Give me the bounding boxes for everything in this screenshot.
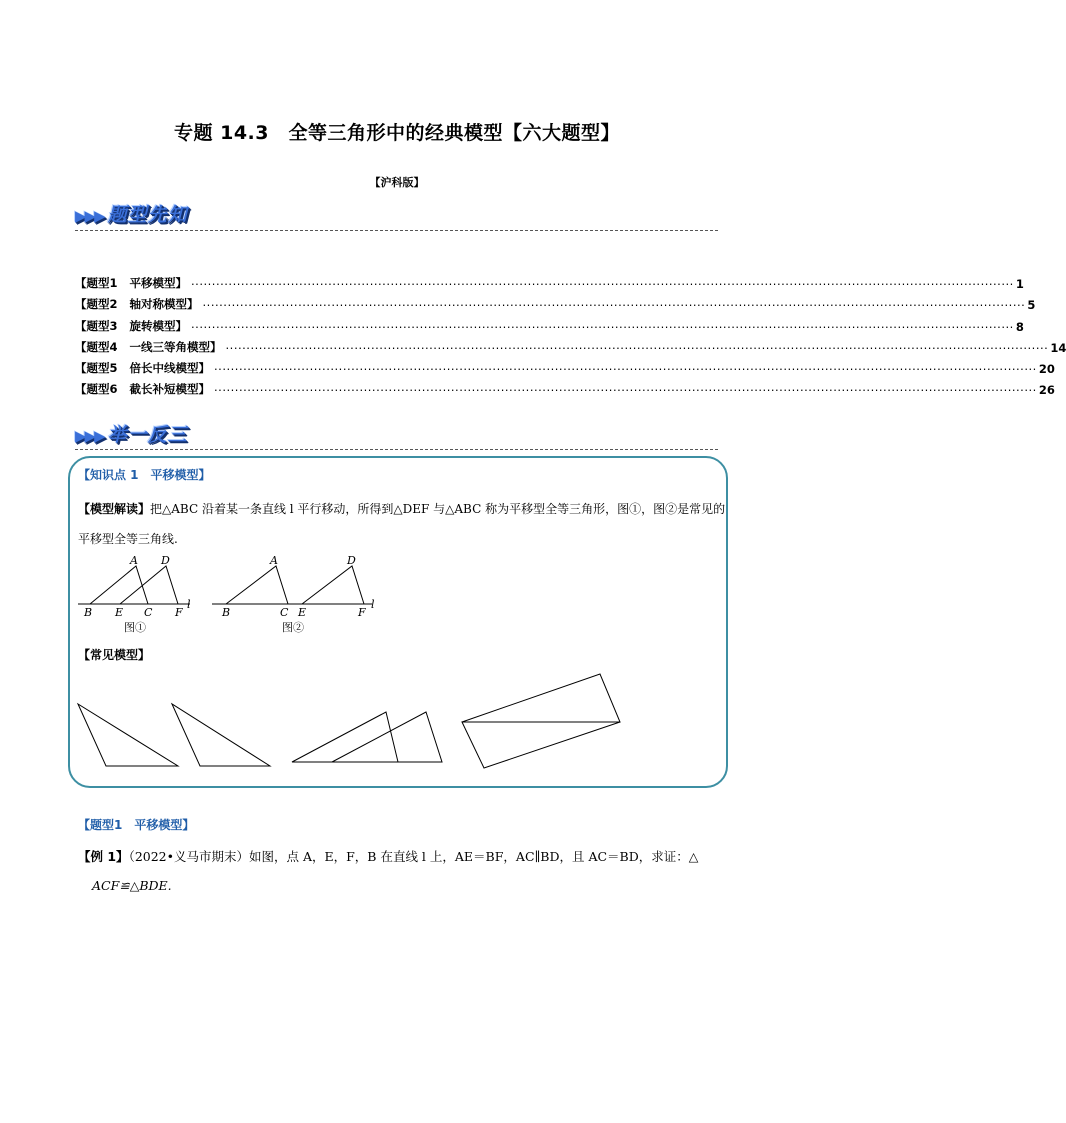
caption-fig2: 图② — [282, 621, 304, 634]
example-line-1 — [78, 842, 728, 871]
label-b: B — [84, 606, 93, 619]
toc-leader: ...................................................................................................................................................................................................... — [202, 295, 1026, 310]
toc-num: 【题型5 — [75, 360, 118, 375]
toc-leader: ...................................................................................................................................................................................................... — [214, 380, 1037, 395]
toc-row[interactable] — [75, 334, 1066, 355]
label-e: E — [115, 606, 124, 619]
banner-preview-text: 题型先知 — [107, 204, 188, 226]
section-divider — [75, 449, 718, 450]
model-2-triangle-b — [332, 712, 442, 762]
label-d: D — [161, 554, 170, 567]
model-3-triangle-b — [462, 674, 620, 722]
model-3-triangle-a — [462, 722, 620, 768]
toc-label: 一线三等角模型】 — [129, 339, 222, 354]
example-text: 如图，点 A，E，F，B 在直线 l 上，AE＝BF，AC∥BD，且 AC＝BD，求证：△ — [249, 849, 699, 864]
toc-num: 【题型1 — [75, 276, 118, 291]
banner-practice-text: 举一反三 — [107, 424, 188, 446]
toc-page: 20 — [1038, 361, 1055, 376]
triangle-abc — [90, 566, 148, 604]
model-1-triangle-a — [78, 704, 178, 766]
label-a: A — [270, 554, 278, 567]
toc-row[interactable] — [75, 376, 1055, 398]
toc-label: 倍长中线模型】 — [129, 360, 211, 375]
toc-num: 【题型4 — [75, 339, 118, 354]
example-label: 【例 1】 — [78, 849, 129, 864]
common-models-label: 【常见模型】 — [78, 648, 151, 662]
toc-label: 平移模型】 — [129, 276, 188, 291]
label-l: l — [371, 598, 375, 611]
banner-arrows-icon: ▶▶▶ — [75, 207, 104, 225]
label-b: B — [222, 606, 231, 619]
knowledge-title: 【知识点 1 平移模型】 — [78, 468, 211, 482]
toc-row[interactable] — [75, 291, 1036, 313]
model-1-triangle-b — [172, 704, 270, 766]
model-2-triangle-a — [292, 712, 398, 762]
banner-preview — [75, 200, 188, 227]
toc-leader: ...................................................................................................................................................................................................... — [214, 358, 1037, 373]
label-l: l — [187, 598, 191, 611]
model-interpretation — [78, 494, 726, 554]
label-f: F — [175, 606, 183, 619]
toc-page: 14 — [1050, 340, 1066, 355]
toc-label: 旋转模型】 — [129, 318, 188, 333]
toc-row[interactable] — [75, 312, 1024, 334]
toc-page: 5 — [1027, 298, 1036, 313]
figure-translation-models — [70, 552, 400, 642]
toc-num: 【题型6 — [75, 382, 118, 397]
label-c: C — [144, 606, 153, 619]
toc-leader: ...................................................................................................................................................................................................... — [191, 316, 1014, 331]
example-source: （2022•义马市期末） — [128, 849, 249, 864]
triangle-def — [302, 566, 364, 604]
toc-page: 26 — [1038, 383, 1055, 398]
common-models-figures — [70, 670, 630, 774]
label-d: D — [347, 554, 356, 567]
toc-leader: ...................................................................................................................................................................................................... — [225, 337, 1049, 352]
table-of-contents — [75, 270, 1066, 398]
label-c: C — [280, 606, 289, 619]
toc-page: 8 — [1015, 319, 1024, 334]
toc-leader: ...................................................................................................................................................................................................... — [191, 274, 1014, 289]
interp-text: 把△ABC 沿着某一条直线 l 平行移动，所得到△DEF 与△ABC 称为平移型全等三角形，图①，图②是常见的平移型全等三角线. — [78, 502, 726, 546]
label-f: F — [358, 606, 366, 619]
toc-label: 轴对称模型】 — [129, 297, 199, 312]
label-a: A — [130, 554, 138, 567]
triangle-abc — [226, 566, 288, 604]
document-title: 专题 14.3 全等三角形中的经典模型【六大题型】 — [174, 122, 620, 144]
figure-2 — [212, 554, 375, 634]
toc-label: 截长补短模型】 — [129, 382, 211, 397]
interp-label: 【模型解读】 — [78, 502, 151, 516]
toc-row[interactable] — [75, 270, 1024, 292]
edition-label: 【沪科版】 — [369, 176, 425, 189]
toc-page: 1 — [1015, 277, 1024, 292]
toc-row[interactable] — [75, 355, 1055, 376]
figure-1 — [78, 554, 191, 634]
section-title: 【题型1 平移模型】 — [78, 818, 195, 832]
banner-arrows-icon: ▶▶▶ — [75, 427, 104, 445]
toc-num: 【题型3 — [75, 318, 118, 333]
example-line-2: ACF≌△BDE. — [92, 878, 172, 893]
toc-num: 【题型2 — [75, 297, 118, 312]
section-divider — [75, 230, 718, 231]
example-1 — [78, 842, 728, 900]
banner-practice — [75, 420, 188, 447]
caption-fig1: 图① — [124, 621, 146, 634]
label-e: E — [298, 606, 307, 619]
